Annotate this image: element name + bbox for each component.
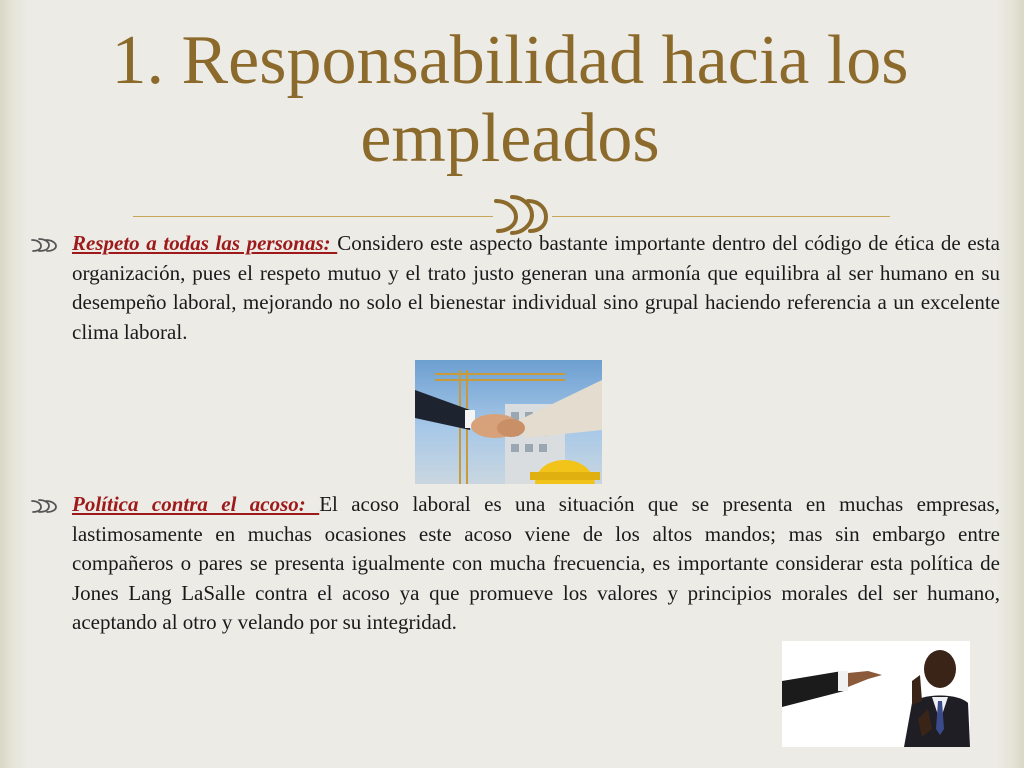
title-divider-left — [133, 216, 493, 217]
pointing-finger-photo — [782, 641, 970, 747]
bullet-lead: Respeto a todas las personas: — [72, 231, 338, 255]
bullet-ornament-icon — [30, 498, 58, 514]
handshake-photo — [415, 360, 602, 484]
bullet-acoso — [30, 490, 1000, 638]
bullet-respeto — [30, 229, 1000, 347]
title-divider-right — [552, 216, 890, 217]
bullet-body: Considero este aspecto bastante importante dentro del código de ética de esta organización, pues el respeto mutuo y el trato justo generan una armonía que equilibra al ser humano en su desempeño laboral, mejorando no solo el bienestar individual sino grupal haciendo referencia a un excelente clima laboral. — [72, 231, 1000, 344]
bullet-body: El acoso laboral es una situación que se presenta en muchas empresas, lastimosamente en muchas ocasiones este acoso viene de los altos mandos; mas sin embargo entre compañeros o pares se presenta igualmente con mucha frecuencia, es importante considerar esta política de Jones Lang LaSalle contra el acoso ya que promueve los valores y principios morales del ser humano, aceptando al otro y velando por su integridad. — [72, 492, 1000, 634]
bullet-lead: Política contra el acoso: — [72, 492, 320, 516]
bullet-text — [72, 490, 1000, 638]
bullet-text — [72, 229, 1000, 347]
handshake-illustration — [415, 360, 602, 484]
bullet-ornament-icon — [30, 237, 58, 253]
pointing-illustration — [782, 641, 970, 747]
slide-title: 1. Responsabilidad hacia los empleados — [111, 22, 909, 177]
